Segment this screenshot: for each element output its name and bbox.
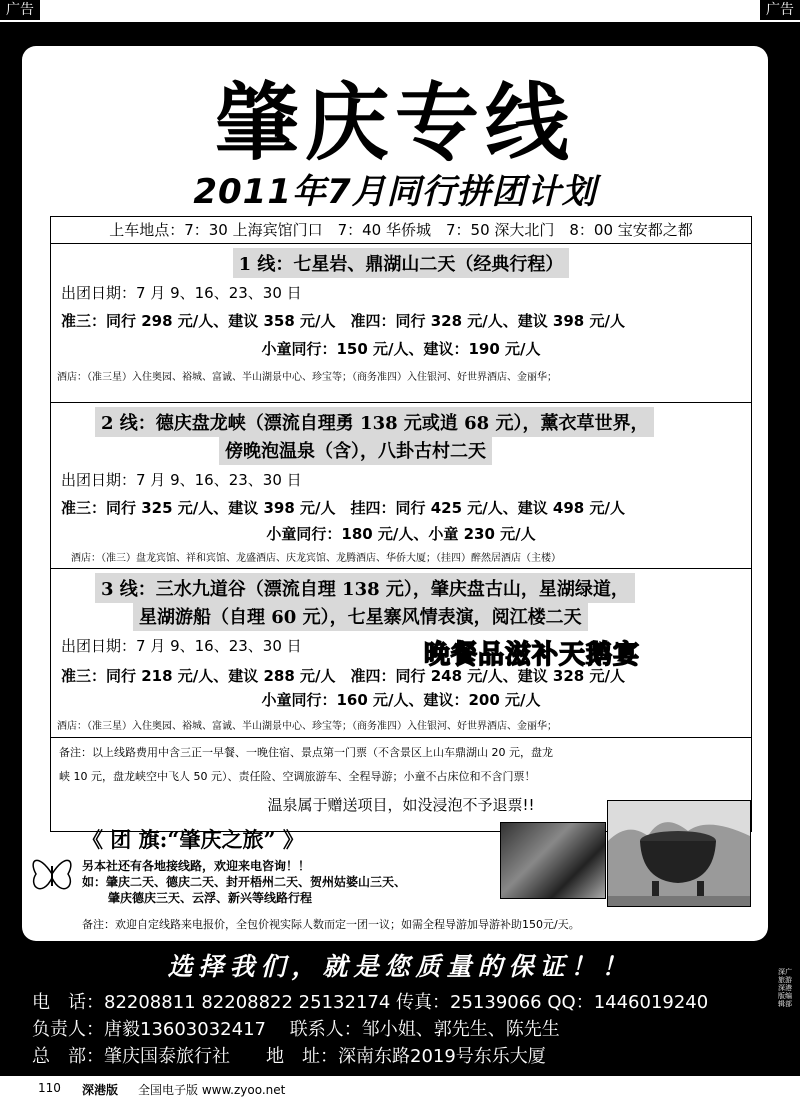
agency-line-2: 如：肇庆二天、德庆二天、封开梧州二天、贺州姑婆山三天、 bbox=[82, 875, 407, 889]
pickup-box bbox=[50, 216, 752, 244]
ad-tag-right: 广告 bbox=[760, 0, 800, 20]
line-3-child: 小童同行：160 元/人、建议：200 元/人 bbox=[261, 691, 541, 709]
contact-phone: 电 话：82208811 82208822 25132174 传真：25139066 QQ：1446019240 bbox=[32, 992, 709, 1013]
edition-label: 深港版 bbox=[82, 1083, 119, 1097]
pickup-text: 上车地点：7：30 上海宾馆门口 7：40 华侨城 7：50 深大北门 8：00 宝安都之都 bbox=[109, 221, 693, 239]
foot-note: 备注：欢迎自定线路来电报价，全包价视实际人数而定一团一议；如需全程导游加导游补助150元/天。 bbox=[82, 918, 580, 931]
agency-line-3: 肇庆德庆三天、云浮、新兴等线路行程 bbox=[108, 891, 313, 905]
line-1-prices: 准三：同行 298 元/人、建议 358 元/人 准四：同行 328 元/人、建议 398 元/人 bbox=[61, 312, 625, 330]
notes-line-2: 峡 10 元，盘龙峡空中飞人 50 元）、责任险、空调旅游车、全程导游；小童不占床位和不含门票！ bbox=[59, 770, 536, 783]
contact-hq: 总 部：肇庆国泰旅行社 地 址：深南东路2019号东乐大厦 bbox=[32, 1046, 546, 1067]
line-1-block bbox=[50, 243, 752, 403]
slogan: 选择我们，就是您质量的保证！！ bbox=[167, 952, 633, 981]
agency-line-1: 另本社还有各地接线路，欢迎来电咨询！！ bbox=[82, 859, 311, 873]
line-2-block bbox=[50, 402, 752, 569]
line-3-dates: 出团日期：7 月 9、16、23、30 日 bbox=[61, 637, 302, 655]
side-vertical-text: 深广旅游 深港版编辑部 bbox=[778, 968, 792, 1008]
line-1-name: 1 线：七星岩、鼎湖山二天（经典行程） bbox=[233, 248, 570, 278]
dinner-overlay-text: 晚餐品滋补天鹅宴 bbox=[424, 640, 641, 670]
line-2-prices: 准三：同行 325 元/人、建议 398 元/人 挂四：同行 425 元/人、建议 498 元/人 bbox=[61, 499, 625, 517]
line-2-child: 小童同行：180 元/人、小童 230 元/人 bbox=[266, 525, 536, 543]
bottom-bar bbox=[0, 1075, 800, 1101]
agency-info bbox=[82, 858, 406, 906]
line-3-hotels: 酒店：（准三星）入住奥园、裕城、富诚、半山湖景中心、珍宝等；（商务准四）入住银河、好世界酒店、金丽华； bbox=[57, 721, 557, 732]
line-3-name-2: 星湖游船（自理 60 元），七星寨风情表演，阅江楼二天 bbox=[133, 601, 588, 631]
line-3-name-1: 3 线：三水九道谷（漂流自理 138 元），肇庆盘古山，星湖绿道， bbox=[95, 573, 635, 603]
ad-card bbox=[22, 46, 768, 941]
line-2-dates: 出团日期：7 月 9、16、23、30 日 bbox=[61, 471, 302, 489]
subtitle: 2011年7月同行拼团计划 bbox=[193, 172, 597, 212]
line-3-prices: 准三：同行 218 元/人、建议 288 元/人 准四：同行 248 元/人、建议 328 元/人 bbox=[61, 667, 625, 685]
line-3-block bbox=[50, 568, 752, 738]
contact-manager: 负责人：唐毅13603032417 联系人：邹小姐、郭先生、陈先生 bbox=[32, 1019, 560, 1040]
butterfly-icon bbox=[28, 846, 76, 902]
main-title: 肇庆专线 bbox=[214, 73, 575, 172]
line-1-hotels: 酒店：（准三星）入住奥园、裕城、富诚、半山湖景中心、珍宝等；（商务准四）入住银河、好世界酒店、金丽华； bbox=[57, 372, 557, 383]
rock-photo bbox=[500, 822, 606, 899]
ad-tag-left: 广告 bbox=[0, 0, 40, 20]
top-bar bbox=[0, 0, 800, 24]
line-2-name-2: 傍晚泡温泉（含），八卦古村二天 bbox=[219, 435, 492, 465]
line-2-name-1: 2 线：德庆盘龙峡（漂流自理勇 138 元或逍 68 元），薰衣草世界， bbox=[95, 407, 654, 437]
page-number: 110 bbox=[38, 1081, 61, 1095]
line-1-child: 小童同行：150 元/人、建议：190 元/人 bbox=[261, 340, 541, 358]
site-label: 全国电子版 www.zyoo.net bbox=[138, 1083, 286, 1097]
tripod-illustration bbox=[608, 801, 750, 906]
line-1-dates: 出团日期：7 月 9、16、23、30 日 bbox=[61, 284, 302, 302]
bronze-tripod-photo bbox=[607, 800, 751, 907]
notes-line-3: 温泉属于赠送项目，如没浸泡不予退票!! bbox=[267, 796, 535, 814]
group-flag-title: 《 团 旗:“肇庆之旅” 》 bbox=[82, 827, 304, 852]
line-2-hotels: 酒店：（准三）盘龙宾馆、祥和宾馆、龙盛酒店、庆龙宾馆、龙腾酒店、华侨大厦；（挂四）醉然居酒店（主楼） bbox=[71, 553, 561, 564]
notes-line-1: 备注：以上线路费用中含三正一早餐、一晚住宿、景点第一门票（不含景区上山车鼎湖山 20 元，盘龙 bbox=[59, 746, 553, 759]
